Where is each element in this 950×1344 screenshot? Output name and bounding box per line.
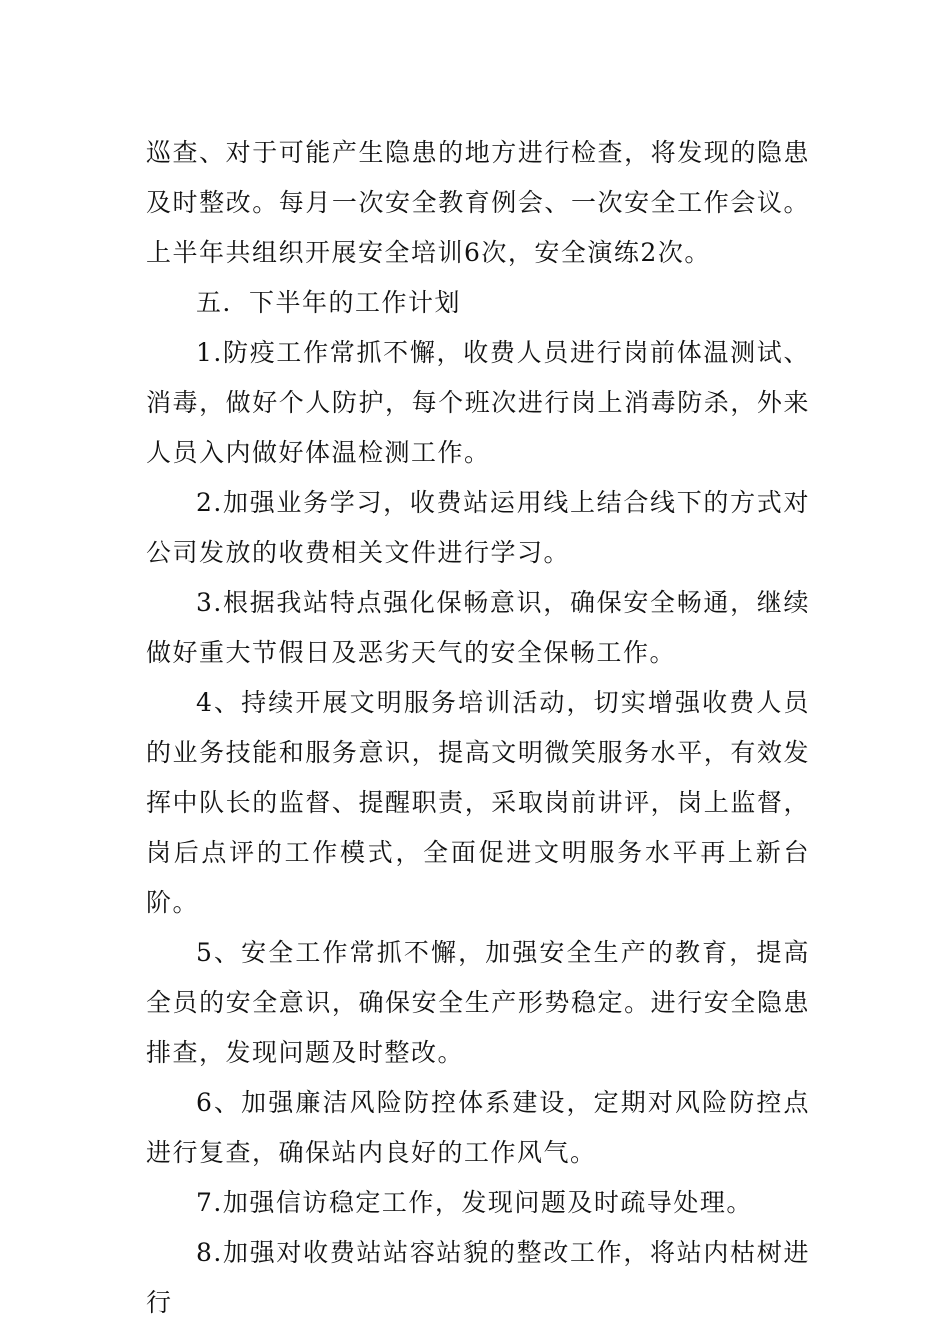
- plan-item-7: 7.加强信访稳定工作，发现问题及时疏导处理。: [196, 1188, 753, 1217]
- plan-item-6: 6、加强廉洁风险防控体系建设，定期对风险防控点进行复查，确保站内良好的工作风气。: [146, 1088, 810, 1167]
- plan-item-8: 8.加强对收费站站容站貌的整改工作，将站内枯树进行: [146, 1238, 810, 1317]
- plan-item-4: 4、持续开展文明服务培训活动，切实增强收费人员的业务技能和服务意识，提高文明微笑服务水平，有效发挥中队长的监督、提醒职责，采取岗前讲评，岗上监督，岗后点评的工作模式，全面促进文明服务水平再上新台阶。: [146, 688, 810, 917]
- section-heading-plan: 五．下半年的工作计划: [196, 288, 462, 317]
- plan-item-5: 5、安全工作常抓不懈，加强安全生产的教育，提高全员的安全意识，确保安全生产形势稳定。进行安全隐患排查，发现问题及时整改。: [146, 938, 810, 1067]
- plan-item-3: 3.根据我站特点强化保畅意识，确保安全畅通，继续做好重大节假日及恶劣天气的安全保畅工作。: [146, 588, 810, 667]
- paragraph-inspection: 巡查、对于可能产生隐患的地方进行检查，将发现的隐患及时整改。每月一次安全教育例会、一次安全工作会议。上半年共组织开展安全培训6次，安全演练2次。: [146, 138, 810, 267]
- plan-item-2: 2.加强业务学习，收费站运用线上结合线下的方式对公司发放的收费相关文件进行学习。: [146, 488, 810, 567]
- document-body: [146, 128, 810, 1328]
- plan-item-1: 1.防疫工作常抓不懈，收费人员进行岗前体温测试、消毒，做好个人防护，每个班次进行岗上消毒防杀，外来人员入内做好体温检测工作。: [146, 338, 810, 467]
